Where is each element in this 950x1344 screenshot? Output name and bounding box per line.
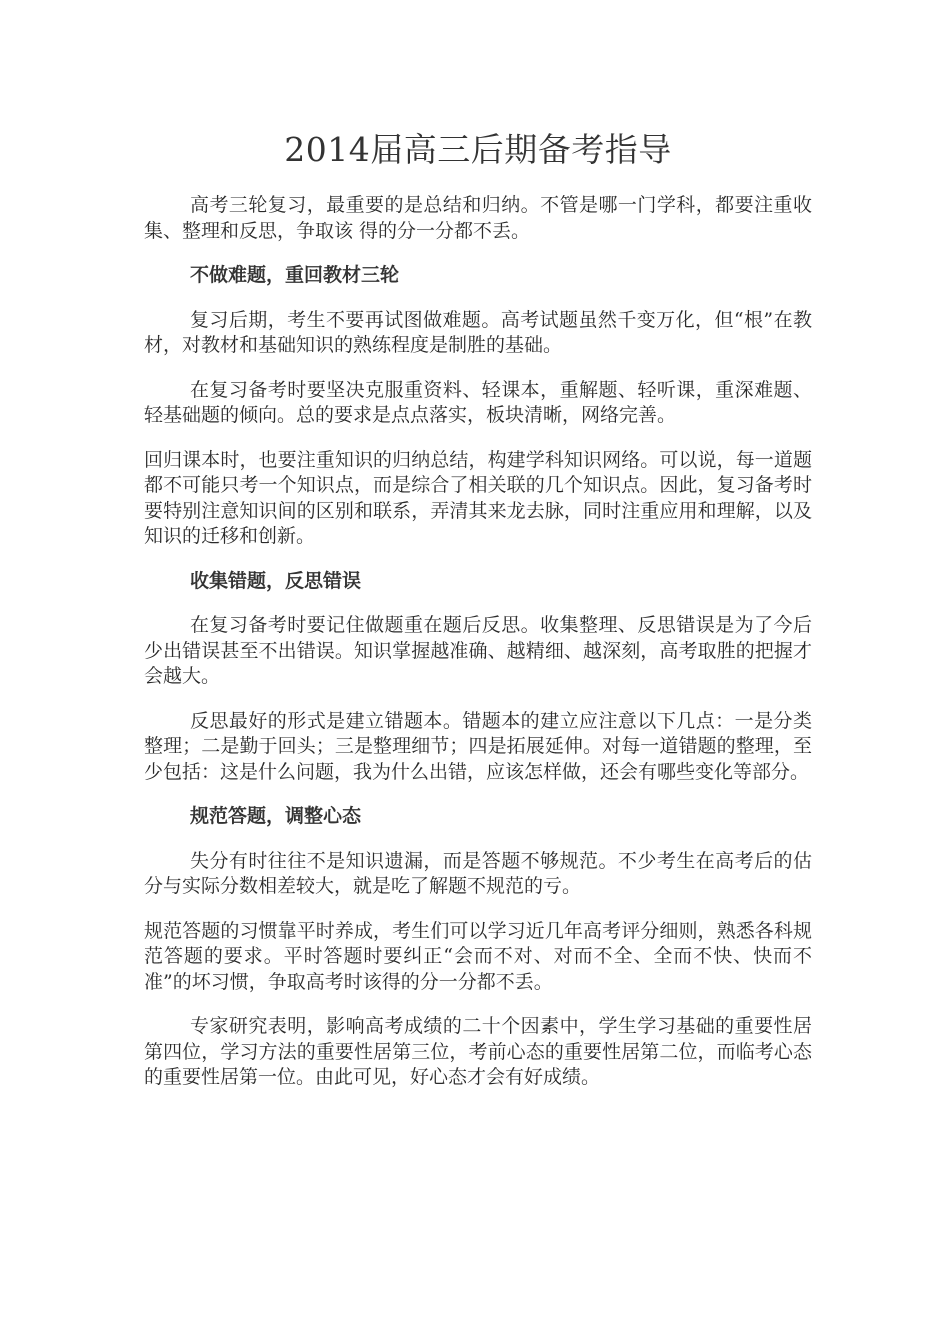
paragraph: 失分有时往往不是知识遗漏，而是答题不够规范。不少考生在高考后的估分与实际分数相差较大，就是吃了解题不规范的亏。 bbox=[144, 849, 812, 897]
paragraph: 专家研究表明，影响高考成绩的二十个因素中，学生学习基础的重要性居第四位，学习方法的重要性居第三位，考前心态的重要性居第二位，而临考心态的重要性居第一位。由此可见，好心态才会有好成绩。 bbox=[144, 1015, 812, 1088]
intro-paragraph: 高考三轮复习，最重要的是总结和归纳。不管是哪一门学科，都要注重收集、整理和反思，争取该 得的分一分都不丢。 bbox=[144, 194, 812, 242]
document-title: 2014届高三后期备考指导 bbox=[284, 130, 672, 169]
paragraph: 在复习备考时要记住做题重在题后反思。收集整理、反思错误是为了今后少出错误甚至不出错误。知识掌握越准确、越精细、越深刻，高考取胜的把握才会越大。 bbox=[144, 614, 812, 687]
paragraph: 复习后期，考生不要再试图做难题。高考试题虽然千变万化，但“根”在教材，对教材和基础知识的熟练程度是制胜的基础。 bbox=[144, 308, 812, 356]
paragraph: 在复习备考时要坚决克服重资料、轻课本，重解题、轻听课，重深难题、轻基础题的倾向。总的要求是点点落实，板块清晰，网络完善。 bbox=[144, 378, 812, 426]
paragraph: 反思最好的形式是建立错题本。错题本的建立应注意以下几点：一是分类整理；二是勤于回头；三是整理细节；四是拓展延伸。对每一道错题的整理，至少包括：这是什么问题，我为什么出错，应该怎样做，还会有哪些变化等部分。 bbox=[144, 709, 812, 783]
paragraph: 规范答题的习惯靠平时养成，考生们可以学习近几年高考评分细则，熟悉各科规范答题的要求。平时答题时要纠正“会而不对、对而不全、全而不快、快而不准”的坏习惯，争取高考时该得的分一分都不丢。 bbox=[144, 919, 812, 993]
section-heading-mistakes: 收集错题，反思错误 bbox=[190, 569, 362, 592]
section-heading-textbook: 不做难题，重回教材三轮 bbox=[190, 264, 400, 286]
document-page bbox=[144, 128, 812, 1110]
paragraph: 回归课本时，也要注重知识的归纳总结，构建学科知识网络。可以说，每一道题都不可能只考一个知识点，而是综合了相关联的几个知识点。因此，复习备考时要特别注意知识间的区别和联系，弄清其来龙去脉，同时注重应用和理解，以及知识的迁移和创新。 bbox=[144, 448, 812, 547]
section-heading-mindset: 规范答题，调整心态 bbox=[190, 805, 362, 827]
